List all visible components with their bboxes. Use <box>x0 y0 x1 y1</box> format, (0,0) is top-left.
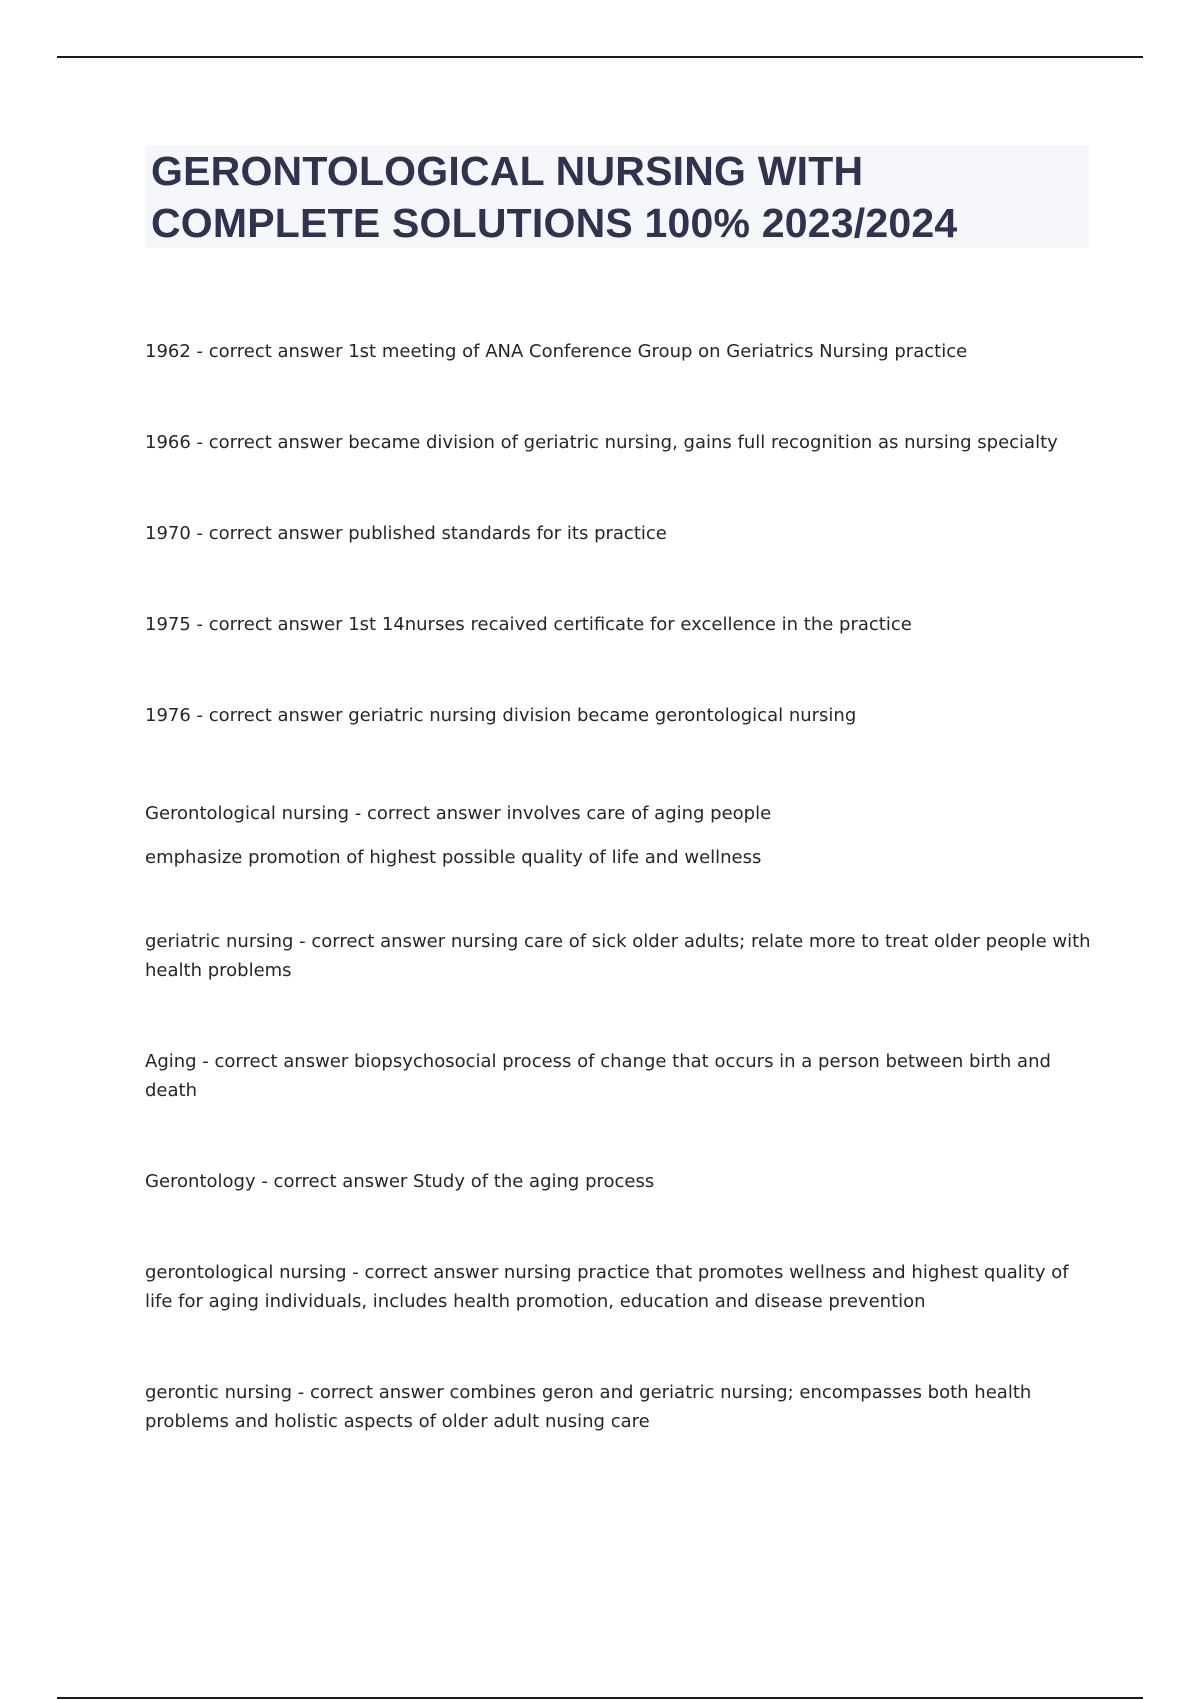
qa-entry-line: Aging - correct answer biopsychosocial process of change that occurs in a person between birth and <box>145 1051 1051 1072</box>
document-title-line-1: GERONTOLOGICAL NURSING WITH <box>151 148 864 194</box>
title-box <box>145 145 1089 248</box>
qa-entry <box>145 927 1095 985</box>
qa-entry <box>145 1167 1095 1196</box>
qa-entry <box>145 337 1095 366</box>
qa-entry-line: Gerontology - correct answer Study of the aging process <box>145 1171 655 1192</box>
qa-entry-line: life for aging individuals, includes health promotion, education and disease prevention <box>145 1291 926 1312</box>
top-rule <box>57 56 1143 58</box>
qa-entry-line: 1975 - correct answer 1st 14nurses recaived certificate for excellence in the practice <box>145 614 912 635</box>
qa-entry <box>145 1047 1095 1105</box>
qa-entry-line: 1966 - correct answer became division of geriatric nursing, gains full recognition as nursing specialty <box>145 432 1058 453</box>
qa-entry <box>145 610 1095 639</box>
qa-entry-line: Gerontological nursing - correct answer involves care of aging people <box>145 803 772 824</box>
qa-entry <box>145 519 1095 548</box>
qa-entry <box>145 792 1095 880</box>
document-title-line-2: COMPLETE SOLUTIONS 100% 2023/2024 <box>151 200 958 246</box>
qa-entry-line: 1970 - correct answer published standards for its practice <box>145 523 667 544</box>
qa-entry <box>145 428 1095 457</box>
qa-entry-line: death <box>145 1080 197 1101</box>
qa-entry-line: health problems <box>145 960 292 981</box>
qa-entry-line: problems and holistic aspects of older adult nusing care <box>145 1411 650 1432</box>
qa-entry-line: emphasize promotion of highest possible quality of life and wellness <box>145 847 762 868</box>
qa-entry-line: gerontic nursing - correct answer combines geron and geriatric nursing; encompasses both health <box>145 1382 1032 1403</box>
document-title <box>151 145 1083 249</box>
qa-entry <box>145 1378 1095 1436</box>
qa-entry-line: gerontological nursing - correct answer nursing practice that promotes wellness and highest quality of <box>145 1262 1069 1283</box>
qa-entry-line: geriatric nursing - correct answer nursing care of sick older adults; relate more to treat older people with <box>145 931 1091 952</box>
bottom-rule <box>57 1697 1143 1699</box>
qa-entry <box>145 1258 1095 1316</box>
qa-entry <box>145 701 1095 730</box>
qa-entry-line: 1962 - correct answer 1st meeting of ANA Conference Group on Geriatrics Nursing practice <box>145 341 968 362</box>
qa-entry-line: 1976 - correct answer geriatric nursing division became gerontological nursing <box>145 705 857 726</box>
